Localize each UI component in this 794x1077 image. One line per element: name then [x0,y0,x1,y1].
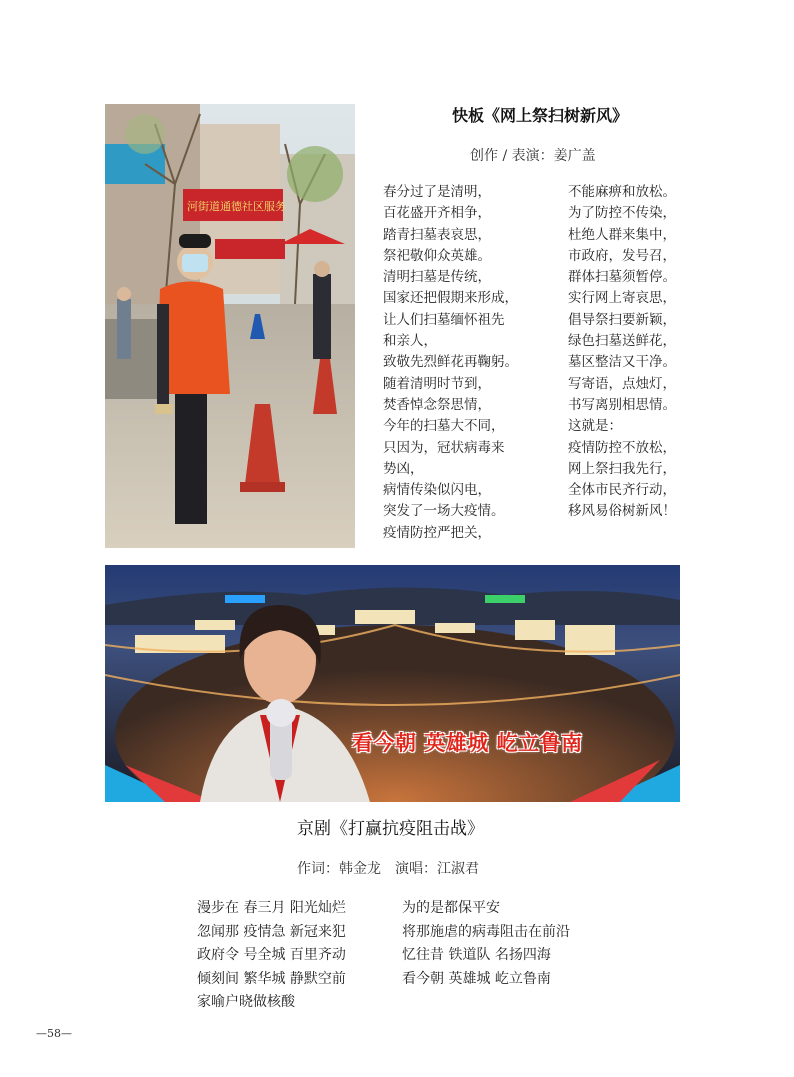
poem-line: 墓区整洁又干净。 [568,354,676,371]
opera-title [0,814,794,839]
poem-line: 全体市民齐行动， [568,482,676,499]
poem-line: 清明扫墓是传统， [383,269,491,286]
poem-line: 致敬先烈鲜花再鞠躬。 [383,354,518,371]
poem-line: 突发了一场大疫情。 [383,503,505,520]
kuaiban-title: 快板《网上祭扫树新风》 [451,106,628,125]
poem-line: 网上祭扫我先行， [568,460,676,477]
poem-line: 踏青扫墓表哀思， [383,226,491,243]
poem-line: 写寄语，点烛灯， [568,375,676,392]
poem-line: 只因为，冠状病毒来 [383,439,505,456]
poem-line: 病情传染似闪电， [383,482,491,499]
poem-line: 书写离别相思情。 [568,396,676,413]
lyric-line: 家喻户晓做核酸 [197,994,295,1010]
poem-line: 随着清明时节到， [383,375,491,392]
poem-line: 绿色扫墓送鲜花， [568,333,676,350]
kuaiban-credit: 创作 / 表演：姜广盖 [470,148,596,164]
volunteer-photo [105,104,355,548]
opera-credit: 作词：韩金龙 演唱：江淑君 [297,861,479,877]
lyric-line: 政府令 号全城 百里齐动 [197,947,346,963]
poem-line: 今年的扫墓大不同， [383,418,505,435]
poem-line: 倡导祭扫要新颖， [568,311,676,328]
poem-line: 春分过了是清明， [383,184,491,200]
poem-line: 和亲人， [383,333,437,350]
poem-line: 移风易俗树新风！ [568,503,676,520]
poem-line: 不能麻痹和放松。 [568,184,676,200]
lyric-line: 倾刻间 繁华城 静默空前 [197,970,346,987]
poem-line: 这就是： [568,418,622,435]
lyric-line: 漫步在 春三月 阳光灿烂 [197,900,346,916]
poem-line: 祭祀敬仰众英雄。 [383,247,491,264]
lyric-line: 看今朝 英雄城 屹立鲁南 [402,970,551,987]
poem-column-right [568,182,698,523]
opera-title-text: 京剧《打赢抗疫阻击战》 [297,819,484,839]
lyrics-column-left [197,897,346,1015]
poem-line: 焚香悼念祭思情， [383,396,491,413]
poem-line: 让人们扫墓缅怀祖先 [383,311,505,328]
banner-text: 河街道通德社区服务 [187,200,286,213]
video-caption: 看今朝 英雄城 屹立鲁南 [352,731,583,755]
poem-line: 实行网上寄哀思， [568,290,676,307]
poem-line: 群体扫墓须暂停。 [568,269,676,286]
poem-line: 国家还把假期来形成， [383,290,518,307]
poem-line: 为了防控不传染， [568,205,676,222]
lyric-line: 忽闻那 疫情急 新冠来犯 [197,923,346,940]
lyrics-column-right [402,897,570,991]
page-number: —58— [36,1027,72,1040]
poem-line: 杜绝人群来集中， [568,226,676,243]
poem-line: 疫情防控不放松， [568,439,676,456]
poem-line: 市政府，发号召， [568,247,676,264]
poem-line: 势凶， [383,460,424,477]
poem-column-left [383,182,553,544]
poem-line: 疫情防控严把关， [383,524,491,541]
lyric-line: 为的是都保平安 [402,900,500,916]
lyric-line: 将那施虐的病毒阻击在前沿 [402,923,570,940]
opera-singer-photo [105,565,680,802]
lyric-line: 忆往昔 铁道队 名扬四海 [402,947,551,963]
poem-line: 百花盛开齐相争， [383,205,491,222]
